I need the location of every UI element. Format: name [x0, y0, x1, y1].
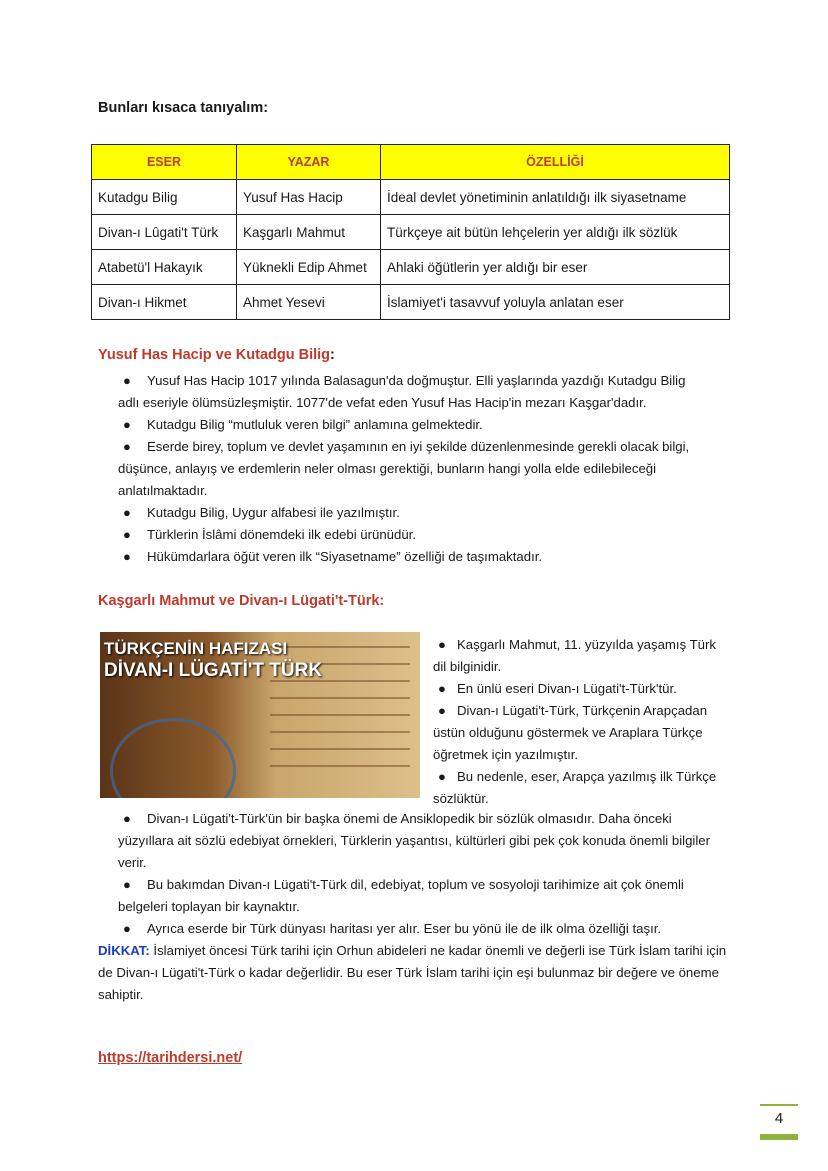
list-item	[433, 700, 733, 766]
kutadgu-bullet-list	[118, 370, 730, 568]
website-link[interactable]: https://tarihdersi.net/	[98, 1050, 243, 1066]
bullet-text: Yusuf Has Hacip 1017 yılında Balasagun'da doğmuştur. Elli yaşlarında yazdığı Kutadgu Bilig	[147, 373, 686, 388]
table-cell: Atabetü'l Hakayık	[92, 250, 237, 285]
divider	[760, 1134, 798, 1140]
bullet-icon: ●	[438, 769, 446, 784]
page-number-box	[760, 1104, 798, 1140]
bullet-icon: ●	[123, 877, 131, 892]
list-item	[433, 766, 733, 810]
list-item	[118, 436, 730, 502]
header-eser: ESER	[92, 145, 237, 180]
bullet-text-cont: dil bilginidir.	[433, 659, 502, 674]
bullet-text-cont: üstün olduğunu göstermek ve Araplara Türkçe öğretmek için yazılmıştır.	[433, 725, 703, 762]
list-item	[118, 524, 730, 546]
bullet-text: Kutadgu Bilig “mutluluk veren bilgi” anlamına gelmektedir.	[147, 417, 483, 432]
table-cell: Ahlaki öğütlerin yer aldığı bir eser	[381, 250, 730, 285]
page-number: 4	[774, 1110, 784, 1127]
bullet-icon: ●	[123, 439, 131, 454]
table-cell: Kutadgu Bilig	[92, 180, 237, 215]
table-cell: Divan-ı Lûgati't Türk	[92, 215, 237, 250]
section-heading-divan: Kaşgarlı Mahmut ve Divan-ı Lügati't-Türk:	[98, 593, 385, 609]
world-map-icon	[110, 718, 236, 798]
intro-heading: Bunları kısaca tanıyalım:	[98, 100, 269, 116]
table-cell: Divan-ı Hikmet	[92, 285, 237, 320]
list-item	[118, 414, 730, 436]
table-cell: Yüknekli Edip Ahmet	[237, 250, 381, 285]
bullet-icon: ●	[123, 417, 131, 432]
bullet-icon: ●	[123, 811, 131, 826]
bullet-text-cont: belgeleri toplayan bir kaynaktır.	[118, 899, 300, 914]
list-item	[118, 502, 730, 524]
attention-note	[98, 940, 728, 1006]
table-cell: İslamiyet'i tasavvuf yoluyla anlatan eser	[381, 285, 730, 320]
list-item	[433, 678, 733, 700]
bullet-text: Divan-ı Lügati't-Türk'ün bir başka önemi de Ansiklopedik bir sözlük olmasıdır. Daha önceki	[147, 811, 672, 826]
header-ozelligi: ÖZELLİĞİ	[381, 145, 730, 180]
divan-bullet-list	[118, 808, 730, 940]
bullet-text: En ünlü eseri Divan-ı Lügati't-Türk'tür.	[457, 681, 677, 696]
divan-side-bullet-list	[433, 634, 733, 810]
bullet-icon: ●	[123, 921, 131, 936]
list-item	[118, 370, 730, 414]
bullet-text: Kaşgarlı Mahmut, 11. yüzyılda yaşamış Türk	[457, 637, 716, 652]
image-caption-line1: TÜRKÇENİN HAFIZASI	[104, 639, 288, 658]
list-item	[433, 634, 733, 678]
bullet-text: Türklerin İslâmi dönemdeki ilk edebi ürünüdür.	[147, 527, 417, 542]
bullet-text: Kutadgu Bilig, Uygur alfabesi ile yazılmıştır.	[147, 505, 400, 520]
bullet-text-cont: yüzyıllara ait sözlü edebiyat örnekleri, Türklerin yaşantısı, kültürleri gibi pek çok konuda önemli bilgiler verir.	[118, 833, 711, 870]
works-table	[91, 144, 730, 320]
bullet-text: Ayrıca eserde bir Türk dünyası haritası yer alır. Eser bu yönü ile de ilk olma özelliği taşır.	[147, 921, 662, 936]
divider	[760, 1104, 798, 1106]
heading-text: Yusuf Has Hacip ve Kutadgu Bilig	[98, 347, 331, 363]
table-header-row	[92, 145, 730, 180]
table-cell: Türkçeye ait bütün lehçelerin yer aldığı ilk sözlük	[381, 215, 730, 250]
bullet-text: Bu bakımdan Divan-ı Lügati't-Türk dil, edebiyat, toplum ve sosyoloji tarihimize ait çok önemli	[147, 877, 684, 892]
section-heading-kutadgu	[98, 347, 335, 363]
heading-colon: :	[330, 347, 335, 363]
divan-cover-image	[100, 632, 420, 798]
bullet-text: Bu nedenle, eser, Arapça yazılmış ilk Türkçe	[457, 769, 717, 784]
bullet-icon: ●	[123, 373, 131, 388]
table-row	[92, 250, 730, 285]
image-caption	[104, 638, 322, 682]
bullet-text: Divan-ı Lügati't-Türk, Türkçenin Arapçadan	[457, 703, 708, 718]
bullet-text-cont: adlı eseriyle ölümsüzleşmiştir. 1077'de vefat eden Yusuf Has Hacip'in mezarı Kaşgar'dadır.	[118, 395, 647, 410]
bullet-text: Hükümdarlara öğüt veren ilk “Siyasetname” özelliği de taşımaktadır.	[147, 549, 543, 564]
header-yazar: YAZAR	[237, 145, 381, 180]
attention-label: DİKKAT:	[98, 943, 150, 958]
bullet-icon: ●	[438, 681, 446, 696]
bullet-text-cont: sözlüktür.	[433, 791, 489, 806]
table-cell: Kaşgarlı Mahmut	[237, 215, 381, 250]
list-item	[118, 918, 730, 940]
bullet-icon: ●	[123, 549, 131, 564]
table-cell: Yusuf Has Hacip	[237, 180, 381, 215]
bullet-icon: ●	[123, 505, 131, 520]
image-caption-line2: DİVAN-I LÜGATİ'T TÜRK	[104, 660, 323, 681]
table-cell: Ahmet Yesevi	[237, 285, 381, 320]
bullet-text: Eserde birey, toplum ve devlet yaşamının en iyi şekilde düzenlenmesinde gerekli olacak bilgi,	[147, 439, 690, 454]
list-item	[118, 808, 730, 874]
bullet-icon: ●	[438, 637, 446, 652]
bullet-icon: ●	[438, 703, 446, 718]
bullet-text-cont: düşünce, anlayış ve erdemlerin neler olması gerektiği, bunların hangi yolla elde edilebileceği anlatılmaktadır.	[118, 461, 657, 498]
table-row	[92, 180, 730, 215]
list-item	[118, 874, 730, 918]
table-row	[92, 285, 730, 320]
list-item	[118, 546, 730, 568]
bullet-icon: ●	[123, 527, 131, 542]
table-cell: İdeal devlet yönetiminin anlatıldığı ilk siyasetname	[381, 180, 730, 215]
attention-text: İslamiyet öncesi Türk tarihi için Orhun abideleri ne kadar önemli ve değerli ise Türk İslam tarihi için de Divan-ı Lügati't-Türk o kadar değerlidir. Bu eser Türk İslam tarihi için eşi bulunmaz bir değere ve öneme sahiptir.	[98, 943, 727, 1002]
table-row	[92, 215, 730, 250]
